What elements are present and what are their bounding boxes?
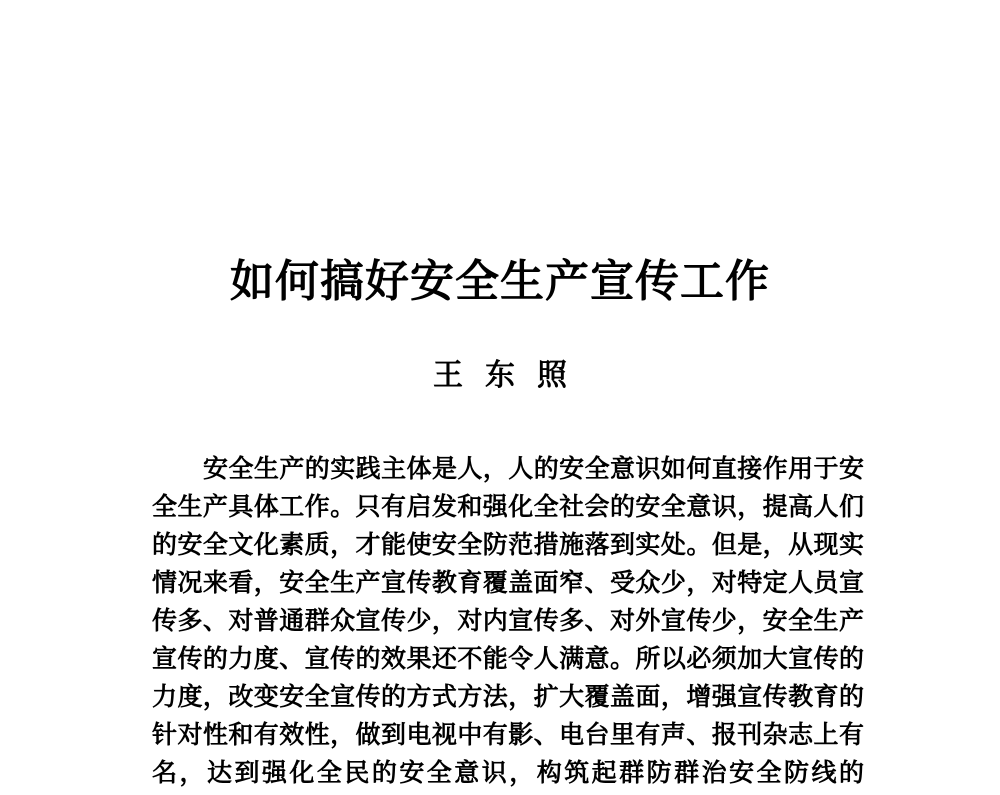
article-title: 如何搞好安全生产宣传工作 bbox=[230, 256, 770, 307]
article-body bbox=[152, 450, 864, 792]
body-line-6: 宣传的力度、宣传的效果还不能令人满意。所以必须加大宣传的 bbox=[152, 644, 864, 673]
body-line-2: 全生产具体工作。只有启发和强化全社会的安全意识，提高人们 bbox=[152, 492, 864, 521]
body-line-4: 情况来看，安全生产宣传教育覆盖面窄、受众少，对特定人员宣 bbox=[152, 568, 864, 597]
body-line-3: 的安全文化素质，才能使安全防范措施落到实处。但是，从现实 bbox=[152, 530, 864, 559]
body-line-9: 名，达到强化全民的安全意识，构筑起群防群治安全防线的 bbox=[152, 758, 864, 787]
body-line-7: 力度，改变安全宣传的方式方法，扩大覆盖面，增强宣传教育的 bbox=[152, 682, 864, 711]
body-line-8: 针对性和有效性，做到电视中有影、电台里有声、报刊杂志上有 bbox=[152, 720, 864, 749]
article-author: 王东照 bbox=[433, 358, 589, 393]
body-line-1: 安全生产的实践主体是人，人的安全意识如何直接作用于安 bbox=[203, 454, 864, 483]
body-line-5: 传多、对普通群众宣传少，对内宣传多、对外宣传少，安全生产 bbox=[152, 606, 864, 635]
